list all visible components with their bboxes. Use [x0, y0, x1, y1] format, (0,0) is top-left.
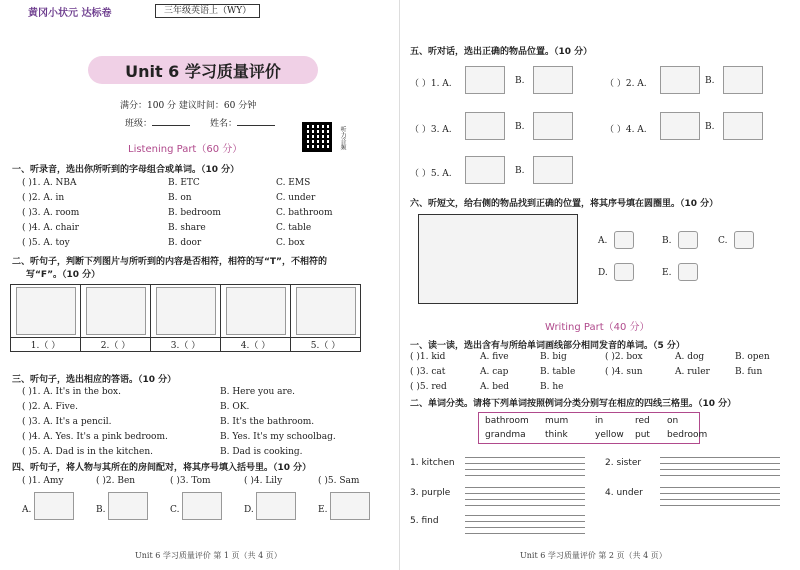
- writing2-title: 二、单词分类。请将下列单词按照例词分类分别写在相应的四线三格里。（10 分）: [410, 399, 737, 409]
- question-word[interactable]: ( )5. red: [410, 382, 447, 392]
- answer-option[interactable]: B. bedroom: [168, 208, 221, 218]
- room-letter: C.: [170, 505, 180, 515]
- title-banner: [88, 56, 318, 84]
- answer-option[interactable]: B. on: [168, 193, 192, 203]
- answer-option[interactable]: ( )4. A. chair: [22, 223, 79, 233]
- writing-lines[interactable]: [660, 452, 780, 476]
- category-word: 2. sister: [605, 458, 642, 468]
- object-image: [465, 66, 505, 94]
- answer-option[interactable]: A. bed: [480, 382, 510, 392]
- picture-cell: [81, 285, 151, 352]
- answer-blank[interactable]: 4.（ ）: [221, 337, 290, 351]
- section2-title-cont: 写“F”。（10 分）: [26, 270, 101, 280]
- word-bank-word: grandma: [485, 430, 526, 440]
- room-letter: D.: [244, 505, 254, 515]
- item-letter: B.: [662, 236, 672, 246]
- room-image: [330, 492, 370, 520]
- category-word: 3. purple: [410, 488, 451, 498]
- option-label[interactable]: （ ）3. A.: [410, 125, 452, 135]
- section2-picture-table: [10, 284, 361, 352]
- room-image: [108, 492, 148, 520]
- answer-blank[interactable]: 5.（ ）: [291, 337, 360, 351]
- scene-image: [86, 287, 146, 335]
- question-word[interactable]: ( )2. box: [605, 352, 643, 362]
- answer-option[interactable]: B. door: [168, 238, 202, 248]
- writing1-title: 一、读一读，选出含有与所给单词画线部分相同发音的单词。（5 分）: [410, 341, 685, 351]
- right-page: [400, 0, 800, 570]
- item-letter: D.: [598, 268, 608, 278]
- object-image: [660, 66, 700, 94]
- answer-option[interactable]: A. ruler: [675, 367, 710, 377]
- answer-option[interactable]: B. ETC: [168, 178, 200, 188]
- answer-option[interactable]: ( )4. A. Yes. It's a pink bedroom.: [22, 432, 168, 442]
- scene-image: [226, 287, 286, 335]
- answer-option[interactable]: B. he: [540, 382, 564, 392]
- item-icon: [678, 263, 698, 281]
- option-label[interactable]: B.: [705, 76, 715, 86]
- answer-option[interactable]: ( )1. A. NBA: [22, 178, 77, 188]
- object-image: [533, 66, 573, 94]
- person-name[interactable]: ( )5. Sam: [318, 476, 360, 486]
- question-word[interactable]: ( )1. kid: [410, 352, 446, 362]
- writing-part-heading: Writing Part（40 分）: [545, 322, 650, 333]
- room-image: [256, 492, 296, 520]
- answer-option[interactable]: B. table: [540, 367, 576, 377]
- person-name[interactable]: ( )3. Tom: [170, 476, 211, 486]
- answer-option[interactable]: ( )1. A. It's in the box.: [22, 387, 121, 397]
- writing-lines[interactable]: [465, 482, 585, 506]
- qr-code[interactable]: [302, 122, 332, 152]
- word-bank-word: red: [635, 416, 650, 426]
- answer-option[interactable]: C. EMS: [276, 178, 311, 188]
- answer-option[interactable]: C. bathroom: [276, 208, 333, 218]
- scene-image: [156, 287, 216, 335]
- section3-title: 三、听句子，选出相应的答语。（10 分）: [12, 375, 177, 385]
- option-label[interactable]: B.: [515, 76, 525, 86]
- writing-lines[interactable]: [660, 482, 780, 506]
- item-icon: [734, 231, 754, 249]
- answer-blank[interactable]: 2.（ ）: [81, 337, 150, 351]
- question-word[interactable]: ( )4. sun: [605, 367, 643, 377]
- room-letter: E.: [318, 505, 328, 515]
- category-word: 4. under: [605, 488, 643, 498]
- answer-option[interactable]: A. dog: [675, 352, 705, 362]
- answer-blank[interactable]: 1.（ ）: [11, 337, 80, 351]
- option-label[interactable]: B.: [515, 122, 525, 132]
- room-letter: A.: [22, 505, 32, 515]
- picture-cell: [11, 285, 81, 352]
- word-bank-word: in: [595, 416, 604, 426]
- writing-lines[interactable]: [465, 452, 585, 476]
- answer-option[interactable]: C. under: [276, 193, 316, 203]
- answer-option[interactable]: B. share: [168, 223, 206, 233]
- qr-caption: 听力音频: [339, 126, 346, 150]
- answer-option[interactable]: ( )2. A. in: [22, 193, 65, 203]
- item-icon: [614, 231, 634, 249]
- word-bank-word: bathroom: [485, 416, 529, 426]
- answer-option[interactable]: C. table: [276, 223, 312, 233]
- object-image: [533, 112, 573, 140]
- right-footer: Unit 6 学习质量评价 第 2 页（共 4 页）: [520, 551, 667, 560]
- class-blank[interactable]: [152, 117, 190, 126]
- answer-option[interactable]: C. box: [276, 238, 305, 248]
- word-bank-word: on: [667, 416, 679, 426]
- name-field: 姓名：: [210, 116, 275, 129]
- option-label[interactable]: （ ）4. A.: [605, 125, 647, 135]
- answer-blank[interactable]: 3.（ ）: [151, 337, 220, 351]
- section5-title: 五、听对话，选出正确的物品位置。（10 分）: [410, 47, 593, 57]
- option-label[interactable]: B.: [515, 166, 525, 176]
- option-label[interactable]: （ ）5. A.: [410, 169, 452, 179]
- left-footer: Unit 6 学习质量评价 第 1 页（共 4 页）: [135, 551, 282, 560]
- word-bank: [478, 412, 708, 444]
- answer-option[interactable]: B. Here you are.: [220, 387, 296, 397]
- answer-option[interactable]: B. open: [735, 352, 770, 362]
- answer-option[interactable]: B. Dad is cooking.: [220, 447, 303, 457]
- answer-option[interactable]: B. OK.: [220, 402, 250, 412]
- object-image: [533, 156, 573, 184]
- section4-title: 四、听句子，将人物与其所在的房间配对，将其序号填入括号里。（10 分）: [12, 463, 312, 473]
- person-name[interactable]: ( )1. Amy: [22, 476, 64, 486]
- word-bank-word: put: [635, 430, 650, 440]
- option-label[interactable]: （ ）2. A.: [605, 79, 647, 89]
- person-name[interactable]: ( )4. Lily: [244, 476, 283, 486]
- brand-logo: 黄冈小状元 达标卷: [28, 8, 112, 19]
- writing-lines[interactable]: [465, 510, 585, 534]
- answer-option[interactable]: ( )3. A. room: [22, 208, 80, 218]
- picture-cell: [221, 285, 291, 352]
- picture-cell: [291, 285, 361, 352]
- class-field: 班级：: [125, 116, 190, 129]
- answer-option[interactable]: ( )2. A. Five.: [22, 402, 78, 412]
- item-letter: A.: [598, 236, 608, 246]
- answer-option[interactable]: ( )3. A. It's a pencil.: [22, 417, 112, 427]
- item-icon: [678, 231, 698, 249]
- room-letter: B.: [96, 505, 106, 515]
- object-image: [660, 112, 700, 140]
- category-word: 5. find: [410, 516, 439, 526]
- answer-option[interactable]: A. cap: [480, 367, 509, 377]
- item-icon: [614, 263, 634, 281]
- room-image: [34, 492, 74, 520]
- word-bank-word: yellow: [595, 430, 624, 440]
- word-bank-word: mum: [545, 416, 569, 426]
- item-letter: C.: [718, 236, 728, 246]
- answer-option[interactable]: B. Yes. It's my schoolbag.: [220, 432, 336, 442]
- object-image: [465, 156, 505, 184]
- answer-option[interactable]: B. big: [540, 352, 567, 362]
- question-word[interactable]: ( )3. cat: [410, 367, 446, 377]
- person-name[interactable]: ( )2. Ben: [96, 476, 136, 486]
- answer-option[interactable]: A. five: [480, 352, 509, 362]
- answer-option[interactable]: B. It's the bathroom.: [220, 417, 315, 427]
- category-word: 1. kitchen: [410, 458, 455, 468]
- option-label[interactable]: （ ）1. A.: [410, 79, 452, 89]
- answer-option[interactable]: ( )5. A. toy: [22, 238, 70, 248]
- item-letter: E.: [662, 268, 672, 278]
- picture-cell: [151, 285, 221, 352]
- page-title: Unit 6 学习质量评价: [125, 61, 281, 81]
- section6-title: 六、听短文，给右侧的物品找到正确的位置，将其序号填在圆圈里。（10 分）: [410, 199, 719, 209]
- word-bank-word: think: [545, 430, 568, 440]
- listening-part-heading: Listening Part（60 分）: [128, 144, 243, 155]
- object-image: [723, 66, 763, 94]
- scene-image: [296, 287, 356, 335]
- score-line: 满分：100 分 建议时间：60 分钟: [120, 101, 257, 111]
- grade-label: 三年级英语上（WY）: [155, 4, 260, 18]
- bedroom-picture: [418, 214, 578, 304]
- option-label[interactable]: B.: [705, 122, 715, 132]
- section2-title: 二、听句子，判断下列图片与所听到的内容是否相符，相符的写“T”，不相符的: [12, 257, 327, 267]
- object-image: [723, 112, 763, 140]
- object-image: [465, 112, 505, 140]
- room-image: [182, 492, 222, 520]
- word-bank-word: bedroom: [667, 430, 708, 440]
- answer-option[interactable]: B. fun: [735, 367, 763, 377]
- answer-option[interactable]: ( )5. A. Dad is in the kitchen.: [22, 447, 154, 457]
- scene-image: [16, 287, 76, 335]
- section1-title: 一、听录音，选出你所听到的字母组合或单词。（10 分）: [12, 165, 240, 175]
- name-blank[interactable]: [237, 117, 275, 126]
